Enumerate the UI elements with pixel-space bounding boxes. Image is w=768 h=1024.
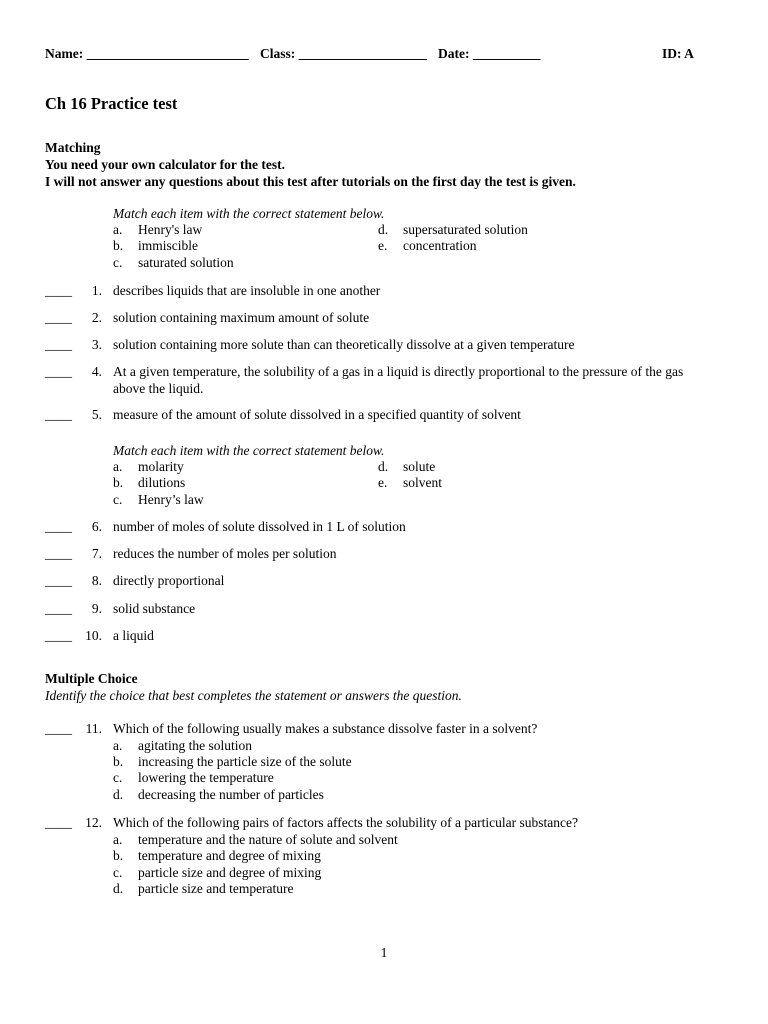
choice: d. particle size and temperature	[113, 881, 294, 896]
answer-blank[interactable]: ____	[45, 815, 72, 830]
choice: b. temperature and degree of mixing	[113, 848, 321, 863]
question-text: a liquid	[113, 628, 154, 643]
match2-option: a. molarity	[113, 459, 184, 474]
choice: c. lowering the temperature	[113, 770, 274, 785]
question-text: solution containing maximum amount of solute	[113, 310, 370, 325]
choice: d. decreasing the number of particles	[113, 787, 324, 802]
question-text: describes liquids that are insoluble in one another	[113, 283, 381, 298]
intro-line-2: I will not answer any questions about this test after tutorials on the first day the test is given.	[45, 174, 576, 189]
match2-option: d. solute	[378, 459, 436, 474]
choice: c. particle size and degree of mixing	[113, 865, 322, 880]
answer-blank[interactable]: ____	[45, 310, 72, 325]
answer-blank[interactable]: ____	[45, 601, 72, 616]
answer-blank[interactable]: ____	[45, 573, 72, 588]
choice: a. temperature and the nature of solute and solvent	[113, 832, 398, 847]
section-heading-matching: Matching	[45, 140, 101, 155]
section-heading-multiple-choice: Multiple Choice	[45, 671, 138, 686]
question-text: At a given temperature, the solubility of a gas in a liquid is directly proportional to the pressure of the gas	[113, 364, 684, 379]
question-number: 11.	[85, 721, 102, 736]
match1-option: b. immiscible	[113, 238, 198, 253]
match2-option: c. Henry’s law	[113, 492, 204, 507]
question-number: 1.	[91, 283, 102, 298]
question-text: number of moles of solute dissolved in 1 L of solution	[113, 519, 406, 534]
question-number: 3.	[91, 337, 102, 352]
page-number: 1	[380, 945, 388, 960]
match2-option: e. solvent	[378, 475, 442, 490]
match1-option: d. supersaturated solution	[378, 222, 528, 237]
question-text: solid substance	[113, 601, 196, 616]
question-text: reduces the number of moles per solution	[113, 546, 337, 561]
question-number: 2.	[91, 310, 102, 325]
match1-instruction: Match each item with the correct statement below.	[113, 206, 385, 221]
question-number: 5.	[91, 407, 102, 422]
match1-option: c. saturated solution	[113, 255, 234, 270]
question-text: solution containing more solute than can theoretically dissolve at a given temperature	[113, 337, 575, 352]
id-label: ID: A	[662, 46, 694, 61]
class-field-label: Class: ___________________	[260, 46, 427, 61]
answer-blank[interactable]: ____	[45, 546, 72, 561]
question-number: 8.	[91, 573, 102, 588]
question-number: 4.	[91, 364, 102, 379]
question-text: Which of the following pairs of factors affects the solubility of a particular substance?	[113, 815, 578, 830]
answer-blank[interactable]: ____	[45, 628, 72, 643]
answer-blank[interactable]: ____	[45, 407, 72, 422]
name-field-label: Name: ________________________	[45, 46, 249, 61]
question-text: measure of the amount of solute dissolved in a specified quantity of solvent	[113, 407, 521, 422]
choice: a. agitating the solution	[113, 738, 252, 753]
question-number: 10.	[85, 628, 102, 643]
question-text: directly proportional	[113, 573, 225, 588]
question-number: 9.	[91, 601, 102, 616]
answer-blank[interactable]: ____	[45, 364, 72, 379]
question-text-continued: above the liquid.	[113, 381, 204, 396]
answer-blank[interactable]: ____	[45, 283, 72, 298]
match1-option: a. Henry's law	[113, 222, 203, 237]
question-text: Which of the following usually makes a substance dissolve faster in a solvent?	[113, 721, 538, 736]
answer-blank[interactable]: ____	[45, 337, 72, 352]
date-field-label: Date: __________	[438, 46, 541, 61]
mc-instruction: Identify the choice that best completes the statement or answers the question.	[45, 688, 462, 703]
match2-option: b. dilutions	[113, 475, 186, 490]
question-number: 12.	[85, 815, 102, 830]
answer-blank[interactable]: ____	[45, 519, 72, 534]
question-number: 7.	[91, 546, 102, 561]
match2-instruction: Match each item with the correct statement below.	[113, 443, 385, 458]
intro-line-1: You need your own calculator for the test.	[45, 157, 285, 172]
answer-blank[interactable]: ____	[45, 721, 72, 736]
match1-option: e. concentration	[378, 238, 477, 253]
page-title: Ch 16 Practice test	[45, 94, 178, 113]
question-number: 6.	[91, 519, 102, 534]
choice: b. increasing the particle size of the solute	[113, 754, 352, 769]
